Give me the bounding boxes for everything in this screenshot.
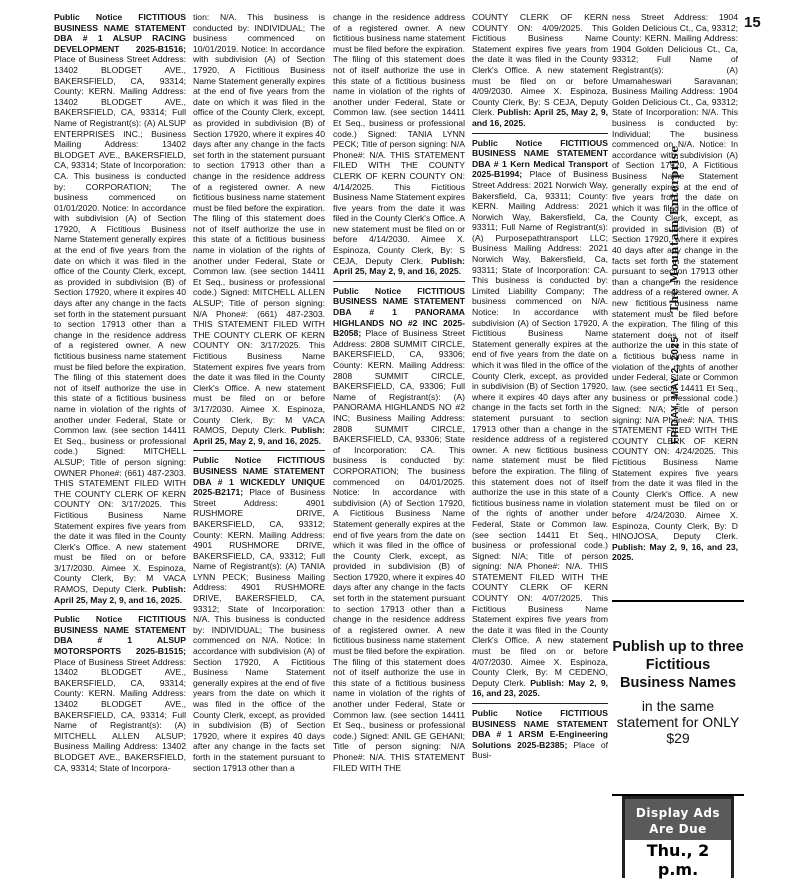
notice-title: Public Notice FICTITIOUS BUSINESS NAME STATEMENT DBA # 1 ALSUP RACING DEVELOPMENT 2025-B1516; bbox=[54, 12, 186, 54]
notice-title: Public Notice FICTITIOUS BUSINESS NAME STATEMENT DBA # 1 Kern Medical Transport 2025-B1994; bbox=[472, 137, 608, 180]
divider bbox=[472, 703, 608, 704]
notice-1 bbox=[54, 12, 186, 605]
notice-publish: Publish: May 2, 9, 16, and 23, 2025. bbox=[472, 677, 608, 699]
divider bbox=[333, 281, 465, 282]
notice-title: Public Notice FICTITIOUS BUSINESS NAME STATEMENT DBA # 1 PANORAMA HIGHLANDS NO #2 INC 2025-B2058; bbox=[333, 285, 465, 339]
notice-body: Place of Business Street Address: 2808 SUMMIT CIRCLE, BAKERSFIELD, CA, 93306; County: KERN. Mailing Address: 2808 SUMMIT CIRCLE, BAKERSFIELD, CA, 93306; Full Name of Registrant(s): (A) PANORAMA HIGHLANDS NO #2 INC; Business Mailing Address: 2808 SUMMIT CIRCLE, BAKERSFIELD, CA, 93306; State of Incorporation: CA. This business is conducted by: CORPORATION; The business commenced on 04/01/2025. Notice: In accordance with subdivision (A) of Section 17920, A Fictitious Business Name Statement generally expires at the end of five years from the date on which it was filed in the office of the County Clerk, except, as provided in subdivision (B) of Section 17920, where it expires 40 days after any change in the facts set forth in the statement pursuant to section 17913 other than a change in the residence address of a registered owner. A new fictitious business name statement must be filed before the expiration. The filing of this statement does not of itself authorize the use in this state of a fictitious business name in violation of the rights of another under Federal, State or Common law. (see section 14411 Et Seq., business or professional code.) Signed: ANIL GE GEHANI; Title of person signing: N/A Phone#: N/A. THIS STATEMENT FILED WITH THE bbox=[333, 328, 465, 773]
notice-4-cont bbox=[472, 12, 608, 129]
notice-body: Place of Business Street Address: 13402 BLODGET AVE., BAKERSFIELD, CA, 93314; County: KERN. Mailing Address: 13402 BLODGET AVE., BAKERSFIELD, CA, 93314; Full Name of Registrant(s): (A) MITCHELL ALLEN ALSUP; Business Mailing Address: 13402 BLODGET AVE., BAKERSFIELD, CA, 93314; State of Incorpora- bbox=[54, 656, 186, 773]
fictitious-name-ad bbox=[612, 600, 744, 796]
page-number: 15 bbox=[744, 14, 761, 31]
notice-5 bbox=[472, 138, 608, 699]
notice-title: Public Notice FICTITIOUS BUSINESS NAME STATEMENT DBA # 1 ALSUP MOTORSPORTS 2025-B1515; bbox=[54, 614, 186, 657]
ad-line-3: Thu., 2 p.m. bbox=[625, 840, 731, 880]
notice-title: Public Notice FICTITIOUS BUSINESS NAME STATEMENT DBA # 1 WICKEDLY UNIQUE 2025-B2171; bbox=[193, 455, 325, 498]
notice-body: change in the residence address of a registered owner. A new fictitious business name statement must be filed before the expiration. The filing of this statement does not of itself authorize the use in this state of a fictitious business name in violation of the rights of another under Federal, State or Common law. (see section 14411 Et Seq., business or professional code.) Signed: TANIA LYNN PECK; Title of person signing: N/A Phone#: N/A. THIS STATEMENT FILED WITH THE COUNTY CLERK OF KERN COUNTY ON: 4/14/2025. This Fictitious Business Name Statement expires five years from the date it was filed in the County Clerk's Office. A new statement must be filed on or before 4/14/2030. Aimee X. Espinoza, County Clerk, By: S CEJA, Deputy Clerk. bbox=[333, 12, 465, 266]
notice-body: Place of Busi- bbox=[472, 739, 608, 761]
notice-body: Place of Business Street Address: 2021 Norwich Way, Bakersfield, Ca, 93311; County: KERN. Mailing Address: 2021 Norwich Way, Bakersfield, Ca, 93311; Full Name of Registrant(s): (A) Purposepathtransport LLC; Business Mailing Address: 2021 Norwich Way, Bakersfield, Ca, 93311; State of Incorporation: CA. This business is conducted by: Limited Liability Company; The business commenced on N/A. Notice: In accordance with subdivision (A) of Section 17920, A Fictitious Business Name Statement generally expires at the end of five years from the date on which it was filed in the office of the County Clerk, except, as provided in subdivision (B) of Section 17920, where it expires 40 days after any change in the facts set forth in the statement pursuant to section 17913 other than a change in the residence address of a registered owner. A new fictitious business name statement must be filed before the expiration. The filing of this statement does not of itself authorize the use in this state of a fictitious business name in violation of the rights of another under Federal, State or Common law. (see section 14411 Et Seq., business or professional code.) Signed: N/A; Title of person signing: N/A Phone#: N/A. THIS STATEMENT FILED WITH THE COUNTY CLERK OF KERN COUNTY ON: 4/07/2025. This Fictitious Business Name Statement expires five years from the date it was filed in the County Clerk's Office. A new statement must be filed on or before 4/07/2030. Aimee X. Espinoza, County Clerk, By: M CEDENO, Deputy Clerk. bbox=[472, 169, 608, 688]
notice-3 bbox=[193, 455, 325, 773]
notice-publish: Publish: April 25, May 2, 9, and 16, 2025. bbox=[54, 584, 186, 605]
notice-3-cont bbox=[333, 12, 465, 277]
notice-2-cont bbox=[193, 12, 325, 446]
notice-body: tion: N/A. This business is conducted by: INDIVIDUAL; The business commenced on 10/01/2019. Notice: In accordance with subdivision (A) of Section 17920, A Fictitious Business Name Statement generally expires at the end of five years from the date on which it was filed in the office of the County Clerk, except, as provided in subdivision (B) of Section 17920, where it expires 40 days after any change in the facts set forth in the statement pursuant to section 17913 other than a change in the residence address of a registered owner. A new fictitious business name statement must be filed before the expiration. The filing of this statement does not of itself authorize the use in this state of a fictitious business name in violation of the rights of another under Federal, State or Common law. (see section 14411 Et Seq., business or professional code.) Signed: MITCHELL ALLEN ALSUP; Title of person signing: N/A Phone#: (661) 487-2303. THIS STATEMENT FILED WITH THE COUNTY CLERK OF KERN COUNTY ON: 3/17/2025. This Fictitious Business Name Statement expires five years from the date it was filed in the County Clerk's Office. A new statement must be filed on or before 3/17/2030. Aimee X. Espinoza, County Clerk, By: M VACA RAMOS, Deputy Clerk. bbox=[193, 12, 325, 436]
ad-headline: Publish up to three Fictitious Business Names bbox=[612, 639, 744, 691]
notice-2 bbox=[54, 614, 186, 773]
column-4 bbox=[472, 12, 608, 880]
notice-publish: Publish: May 2, 9, 16, and 23, 2025. bbox=[612, 541, 738, 563]
issue-date: FRIDAY, MAY 2, 2025 bbox=[670, 336, 681, 444]
notice-publish: Publish: April 25, May 2, 9, and 16, 2025. bbox=[472, 107, 608, 128]
notice-body: Place of Business Street Address: 4901 RUSHMORE DRIVE, BAKERSFIELD, CA, 93312; County: KERN. Mailing Address: 4901 RUSHMORE DRIVE, BAKERSFIELD, CA, 93312; Full Name of Registrant(s): (A) TANIA LYNN PECK; Business Mailing Address: 4901 RUSHMORE DRIVE, BAKERSFIELD, CA, 93312; State of Incorporation: N/A. This business is conducted by: INDIVIDUAL; The business commenced on N/A. Notice: In accordance with subdivision (A) of Section 17920, A Fictitious Business Name Statement generally expires at the end of five years from the date on which it was filed in the office of the County Clerk, except, as provided in subdivision (B) of Section 17920, where it expires 40 days after any change in the facts set forth in the statement pursuant to section 17913 other than a bbox=[193, 487, 325, 773]
divider bbox=[54, 609, 186, 610]
notice-publish: Publish: April 25, May 2, 9, and 16, 2025. bbox=[193, 425, 325, 446]
column-2 bbox=[193, 12, 325, 880]
notice-4 bbox=[333, 286, 465, 773]
divider bbox=[472, 133, 608, 134]
dateline bbox=[668, 144, 681, 444]
notice-body: Place of Business Street Address: 13402 BLODGET AVE., BAKERSFIELD, CA, 93314; County: KERN. Mailing Address: 13402 BLODGET AVE., BAKERSFIELD, CA, 93314; Full Name of Registrant(s): (A) ALSUP ENTERPRISES INC.; Business Mailing Address: 13402 BLODGET AVE., BAKERSFIELD, CA, 93314; State of Incorporation: CA. This business is conducted by: CORPORATION; The business commenced on 01/01/2020. Notice: In accordance with subdivision (A) of Section 17920, A Fictitious Business Name Statement generally expires at the end of five years from the date on which it was filed in the office of the County Clerk, except, as provided in subdivision (B) of Section 17920, where it expires 40 days after any change in the facts set forth in the statement pursuant to section 17913 other than a change in the residence address of a registered owner. A new fictitious business name statement must be filed before the expiration. The filing of this statement does not of itself authorize the use in this state of a fictitious business name in violation of the rights of another under Federal, State or Common law. (see section 14411 Et Seq., business or professional code.) Signed: MITCHELL ALSUP; Title of person signing: OWNER Phone#: (661) 487-2303. THIS STATEMENT FILED WITH THE COUNTY CLERK OF KERN COUNTY ON: 3/17/2025. This Fictitious Business Name Statement expires five years from the date it was filed in the County Clerk's Office. A new statement must be filed on or before 3/17/2030. Aimee X. Espinoza, County Clerk, By: M VACA RAMOS, Deputy Clerk. bbox=[54, 54, 186, 595]
notice-6 bbox=[472, 708, 608, 761]
ad-subline: in the same statement for ONLY $29 bbox=[616, 698, 740, 746]
notice-body: COUNTY CLERK OF KERN COUNTY ON: 4/09/2025. This Fictitious Business Name Statement expires five years from the date it was filed in the County Clerk's Office. A new statement must be filed on or before 4/09/2030. Aimee X. Espinoza, County Clerk, By: S CEJA, Deputy Clerk. bbox=[472, 12, 608, 118]
ad-line-2: Are Due bbox=[649, 822, 707, 836]
column-1 bbox=[54, 12, 186, 880]
display-ads-deadline-ad bbox=[622, 796, 734, 878]
notice-publish: Publish: April 25, May 2, 9, and 16, 2025. bbox=[333, 255, 465, 277]
notice-body: ness Street Address: 1904 Golden Delicious Ct., Ca, 93312; County: KERN. Mailing Address: 1904 Golden Delicious Ct., Ca, 93312; Full Name of Registrant(s): (A) Umamaheswari Saravanan; Business Mailing Address: 1904 Golden Delicious Ct., Ca, 93312; State of Incorporation: N/A. This business is conducted by: Individual; The business commenced on N/A. Notice: In accordance with subdivision (A) of Section 17920, A Fictitious Business Name Statement generally expires at the end of five years from the date on which it was filed in the office of the County Clerk, except, as provided in subdivision (B) of Section 17920, where it expires 40 days after any change in the facts set forth in the statement pursuant to section 17913 other than a change in the residence address of a registered owner. A new fictitious business name statement must be filed before the expiration. The filing of this statement does not of itself authorize the use in this state of a fictitious business name in violation of the rights of another under Federal, State or Common law. (see section 14411 Et Seq., business or professional code.) Signed: N/A; Title of person signing: N/A Phone#: N/A. THIS STATEMENT FILED WITH THE COUNTY CLERK OF KERN COUNTY ON: 4/24/2025. This Fictitious Business Name Statement expires five years from the date it was filed in the County Clerk's Office. A new statement must be filed on or before 4/24/2030. Aimee X. Espinoza, County Clerk, By: D HINOJOSA, Deputy Clerk. bbox=[612, 12, 738, 542]
notice-title: Public Notice FICTITIOUS BUSINESS NAME STATEMENT DBA # 1 ARSM E-Engineering Solutions 2025-B2385; bbox=[472, 708, 608, 750]
ad-line-1: Display Ads bbox=[635, 806, 721, 820]
column-3 bbox=[333, 12, 465, 880]
publication-name: The Mountain Enterprise bbox=[668, 145, 681, 313]
divider bbox=[193, 450, 325, 451]
